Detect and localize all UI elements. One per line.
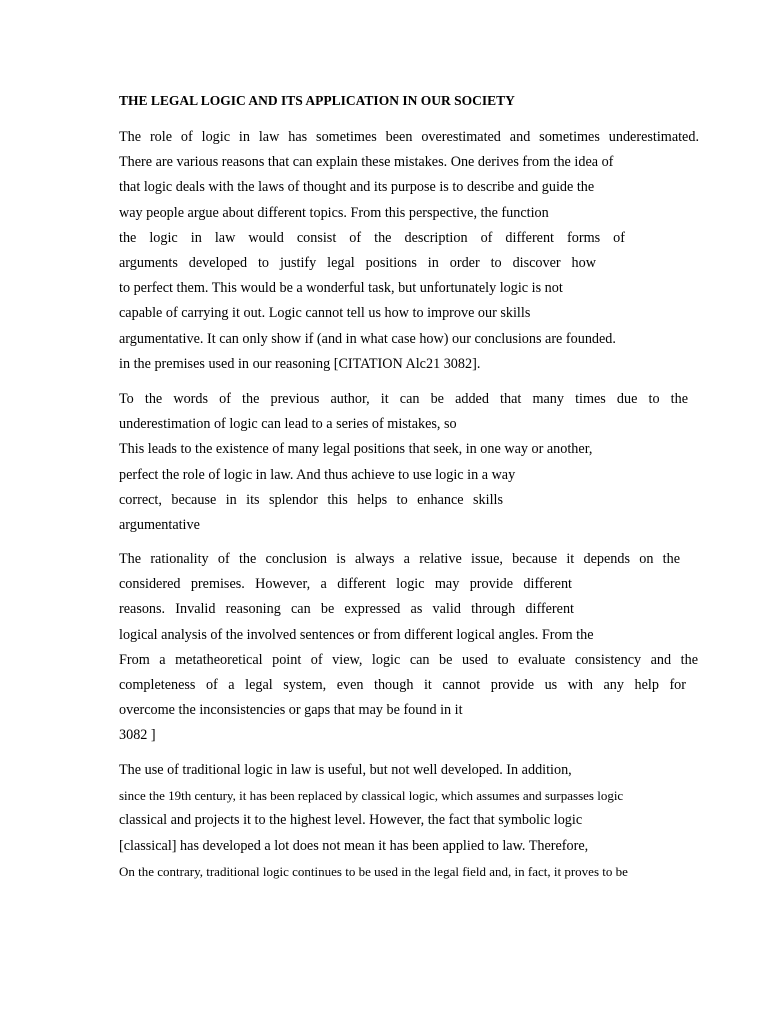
- paragraph-2: [119, 387, 699, 538]
- text-line: the logic in law would consist of the description of different forms of: [119, 229, 625, 246]
- text-line: 3082 ]: [119, 727, 156, 744]
- text-line: capable of carrying it out. Logic cannot tell us how to improve our skills: [119, 305, 531, 322]
- text-line: overcome the inconsistencies or gaps that may be found in it: [119, 702, 463, 719]
- text-line: completeness of a legal system, even though it cannot provide us with any help for: [119, 676, 686, 693]
- text-line: argumentative. It can only show if (and in what case how) our conclusions are founded.: [119, 330, 616, 347]
- text-line: To the words of the previous author, it can be added that many times due to the: [119, 391, 688, 407]
- text-line: logical analysis of the involved sentences or from different logical angles. From the: [119, 626, 594, 643]
- text-line: The rationality of the conclusion is always a relative issue, because it depends on the: [119, 551, 680, 567]
- text-line: argumentative: [119, 516, 200, 533]
- text-line: way people argue about different topics. From this perspective, the function: [119, 204, 549, 221]
- text-line: On the contrary, traditional logic continues to be used in the legal field and, in fact, it proves to be: [119, 863, 628, 879]
- paragraph-1: [119, 125, 699, 377]
- text-line: This leads to the existence of many legal positions that seek, in one way or another,: [119, 441, 593, 458]
- text-line: There are various reasons that can explain these mistakes. One derives from the idea of: [119, 154, 614, 171]
- text-line: in the premises used in our reasoning [CITATION Alc21 3082].: [119, 355, 481, 372]
- text-line: perfect the role of logic in law. And thus achieve to use logic in a way: [119, 466, 516, 483]
- text-line: [classical] has developed a lot does not mean it has been applied to law. Therefore,: [119, 837, 589, 854]
- text-line: correct, because in its splendor this helps to enhance skills: [119, 491, 503, 508]
- text-line: The use of traditional logic in law is useful, but not well developed. In addition,: [119, 762, 572, 778]
- text-line: underestimation of logic can lead to a series of mistakes, so: [119, 416, 457, 433]
- text-line: classical and projects it to the highest level. However, the fact that symbolic logic: [119, 812, 583, 829]
- text-line: to perfect them. This would be a wonderful task, but unfortunately logic is not: [119, 280, 563, 297]
- text-line: reasons. Invalid reasoning can be expressed as valid through different: [119, 601, 574, 618]
- text-line: considered premises. However, a different logic may provide different: [119, 576, 572, 593]
- text-line: since the 19th century, it has been replaced by classical logic, which assumes and surpasses logic: [119, 788, 624, 804]
- text-line: arguments developed to justify legal positions in order to discover how: [119, 254, 596, 271]
- paragraph-3: [119, 547, 699, 749]
- text-line: The role of logic in law has sometimes been overestimated and sometimes underestimated.: [119, 129, 699, 145]
- text-line: From a metatheoretical point of view, logic can be used to evaluate consistency and the: [119, 651, 698, 668]
- paragraph-4: [119, 758, 699, 884]
- text-line: that logic deals with the laws of thought and its purpose is to describe and guide the: [119, 179, 595, 196]
- document-title: THE LEGAL LOGIC AND ITS APPLICATION IN OUR SOCIETY: [119, 93, 515, 108]
